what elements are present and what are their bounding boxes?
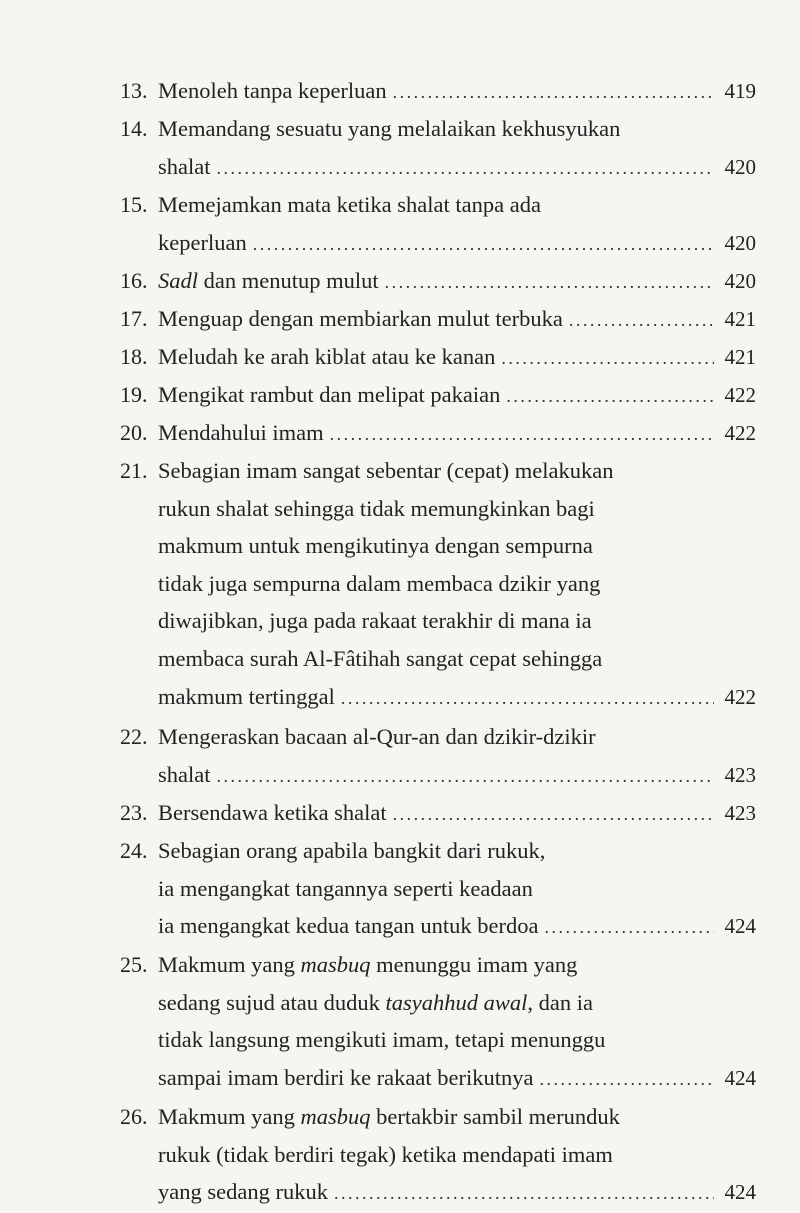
toc-entry-23 (120, 794, 756, 834)
entry-text: sedang sujud atau duduk tasyahhud awal, dan ia (158, 989, 593, 1015)
entry-number: 20. (120, 420, 148, 445)
entry-text: shalat (158, 761, 211, 787)
leader-dots (539, 1061, 714, 1099)
leader-dots (569, 302, 714, 340)
toc-entry-17 (120, 300, 756, 340)
page-number: 421 (724, 345, 756, 369)
entry-text: diwajibkan, juga pada rakaat terakhir di mana ia (158, 608, 592, 634)
toc-entry-26 (120, 1098, 756, 1213)
entry-number: 21. (120, 458, 148, 483)
page-number: 422 (724, 684, 756, 709)
toc-entry-15 (120, 186, 756, 263)
entry-number: 24. (120, 838, 148, 863)
entry-text: Makmum yang masbuq bertakbir sambil merunduk (158, 1104, 620, 1129)
toc-entry-18 (120, 338, 756, 378)
entry-number: 19. (120, 382, 148, 407)
page-number: 420 (724, 269, 756, 293)
entry-text: makmum untuk mengikutinya dengan sempurna (158, 533, 593, 559)
entry-text: tidak langsung mengikuti imam, tetapi menunggu (158, 1027, 606, 1053)
entry-number: 18. (120, 344, 148, 369)
entry-text: Menoleh tanpa keperluan (158, 78, 387, 103)
entry-text: Sebagian orang apabila bangkit dari rukuk, (158, 838, 546, 863)
entry-number: 14. (120, 116, 148, 141)
entry-text: Memandang sesuatu yang melalaikan kekhusyukan (158, 116, 621, 141)
page-number: 423 (724, 762, 756, 787)
entry-text: Mengikat rambut dan melipat pakaian (158, 382, 501, 407)
leader-dots (545, 909, 715, 947)
toc-entry-25 (120, 946, 756, 1098)
page-number: 421 (724, 307, 756, 331)
page-number: 424 (724, 1180, 756, 1205)
entry-text: Memejamkan mata ketika shalat tanpa ada (158, 192, 541, 217)
leader-dots (341, 680, 714, 718)
page-number: 422 (724, 421, 756, 445)
entry-text: Menguap dengan membiarkan mulut terbuka (158, 306, 563, 331)
entry-number: 16. (120, 268, 148, 293)
italic-term: Sadl (158, 268, 199, 293)
entry-number: 13. (120, 78, 148, 103)
page-number: 419 (724, 79, 756, 103)
entry-text: tidak juga sempurna dalam membaca dzikir yang (158, 570, 601, 596)
leader-dots (501, 340, 714, 378)
leader-dots (385, 264, 714, 302)
page-number: 420 (724, 230, 756, 255)
leader-dots (253, 226, 714, 264)
page-number: 420 (724, 154, 756, 179)
leader-dots (393, 74, 714, 112)
leader-dots (393, 796, 714, 834)
toc-entry-16 (120, 262, 756, 302)
entry-number: 26. (120, 1104, 148, 1129)
leader-dots (334, 1175, 714, 1213)
entry-number: 17. (120, 306, 148, 331)
entry-number: 15. (120, 192, 148, 217)
entry-number: 25. (120, 952, 148, 977)
entry-text: ia mengangkat tangannya seperti keadaan (158, 875, 533, 901)
entry-text: membaca surah Al-Fâtihah sangat cepat sehingga (158, 645, 603, 671)
toc-entry-14 (120, 110, 756, 187)
entry-text: rukuk (tidak berdiri tegak) ketika mendapati imam (158, 1141, 613, 1167)
entry-text: Meludah ke arah kiblat atau ke kanan (158, 344, 496, 369)
entry-text: Sadl dan menutup mulut (158, 268, 379, 293)
leader-dots (330, 416, 714, 454)
toc-entry-21 (120, 452, 756, 717)
entry-text: keperluan (158, 229, 247, 255)
leader-dots (216, 758, 714, 796)
entry-text: makmum tertinggal (158, 683, 335, 709)
entry-text: Sebagian imam sangat sebentar (cepat) melakukan (158, 458, 614, 483)
toc-entry-24 (120, 832, 756, 947)
toc-entry-13 (120, 72, 756, 112)
entry-text: yang sedang rukuk (158, 1179, 328, 1205)
entry-text: Mengeraskan bacaan al-Qur-an dan dzikir-dzikir (158, 724, 596, 749)
page-number: 424 (724, 914, 756, 939)
page-number: 422 (724, 383, 756, 407)
toc-entry-20 (120, 414, 756, 454)
page-number: 424 (724, 1065, 756, 1090)
entry-text: Makmum yang masbuq menunggu imam yang (158, 952, 578, 977)
entry-text: shalat (158, 153, 211, 179)
entry-number: 22. (120, 724, 148, 749)
entry-text: rukun shalat sehingga tidak memungkinkan bagi (158, 495, 595, 521)
entry-number: 23. (120, 800, 148, 825)
entry-text: sampai imam berdiri ke rakaat berikutnya (158, 1064, 534, 1090)
toc-entry-22 (120, 718, 756, 795)
entry-text: Bersendawa ketika shalat (158, 800, 387, 825)
entry-text: Mendahului imam (158, 420, 324, 445)
page-number: 423 (724, 801, 756, 825)
leader-dots (216, 150, 714, 188)
entry-text: ia mengangkat kedua tangan untuk berdoa (158, 913, 539, 939)
toc-entry-19 (120, 376, 756, 416)
leader-dots (506, 378, 714, 416)
